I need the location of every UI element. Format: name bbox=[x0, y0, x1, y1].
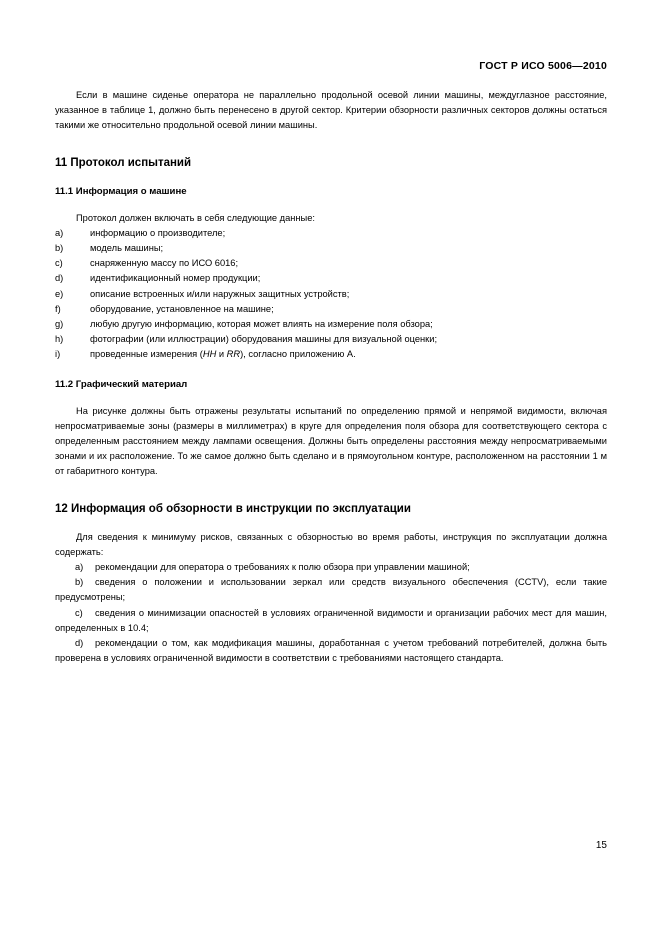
list-item bbox=[55, 241, 607, 256]
running-head: ГОСТ Р ИСО 5006—2010 bbox=[479, 60, 607, 72]
list-item bbox=[55, 256, 607, 271]
intro-paragraph: Если в машине сиденье оператора не параллельно продольной осевой линии машины, междуглазное расстояние, указанное в таблице 1, должно быть перенесено в другой сектор. Критерии обзорности различных секторов должны остаться такими же относительно продольной осевой линии машины. bbox=[55, 90, 607, 131]
list-item-text: оборудование, установленное на машине; bbox=[90, 303, 274, 314]
list-item-text: фотографии (или иллюстрации) оборудования машины для визуальной оценки; bbox=[90, 334, 438, 345]
list-item-text: снаряженную массу по ИСО 6016; bbox=[90, 258, 239, 269]
body-block bbox=[55, 88, 607, 666]
list-item-text: модель машины; bbox=[90, 243, 164, 254]
list-marker: b) bbox=[55, 243, 64, 254]
symbol-rr: RR bbox=[226, 349, 241, 360]
list-item bbox=[55, 606, 607, 636]
list-item-text: любую другую информацию, которая может влиять на измерение поля обзора; bbox=[90, 319, 433, 330]
spacer bbox=[55, 171, 607, 184]
list-item bbox=[55, 271, 607, 286]
list-marker: d) bbox=[55, 273, 64, 284]
list-marker: g) bbox=[55, 319, 64, 330]
list-item-text: сведения о минимизации опасностей в условиях ограниченной видимости и организации рабочих мест для машин, определенных в 10.4; bbox=[55, 607, 607, 633]
section-11-2-paragraph: На рисунке должны быть отражены результаты испытаний по определению прямой и непрямой видимости, включая непросматриваемые зоны (размеры в миллиметрах) в круге для определения поля обзора для соответствующего сектора с определенным расстоянием между лампами освещения. Должны быть определены расстояния между непросматриваемыми зонами и их расположение. То же самое должно быть сделано и в прямоугольном контуре, расположенном на расстоянии 1 м от габаритного контура. bbox=[55, 405, 607, 477]
list-item-text-after: ), согласно приложению А. bbox=[240, 349, 356, 360]
list-item bbox=[55, 560, 607, 575]
section-12-lead: Для сведения к минимуму рисков, связанных с обзорностью во время работы, инструкция по эксплуатации должна содержать: bbox=[55, 531, 607, 557]
list-marker: c) bbox=[75, 607, 83, 618]
list-item bbox=[55, 332, 607, 347]
spacer bbox=[55, 134, 607, 156]
list-marker: b) bbox=[75, 577, 84, 588]
spacer bbox=[55, 517, 607, 530]
section-12-list bbox=[55, 560, 607, 666]
list-marker: d) bbox=[75, 638, 84, 649]
list-item bbox=[55, 636, 607, 666]
list-item bbox=[55, 575, 607, 605]
list-marker: i) bbox=[55, 349, 61, 360]
list-item-text: информацию о производителе; bbox=[90, 227, 226, 238]
list-item-text-before: проведенные измерения ( bbox=[90, 349, 203, 360]
list-item-measurements bbox=[55, 347, 607, 362]
list-marker: h) bbox=[55, 334, 64, 345]
page-number: 15 bbox=[595, 840, 607, 851]
list-item-text: рекомендации о том, как модификация машины, доработанная с учетом требований потребителей, должна быть проверена в условиях ограниченной видимости в соответствии с требованиями настоящего стандарта. bbox=[55, 638, 607, 664]
section-11-1-lead: Протокол должен включать в себя следующие данные: bbox=[76, 212, 315, 223]
list-item bbox=[55, 287, 607, 302]
section-11-1-list bbox=[55, 226, 607, 363]
list-item bbox=[55, 226, 607, 241]
list-item-text: описание встроенных и/или наружных защитных устройств; bbox=[90, 288, 350, 299]
list-item-text: рекомендации для оператора о требованиях к полю обзора при управлении машиной; bbox=[95, 562, 470, 573]
spacer bbox=[55, 480, 607, 502]
spacer bbox=[55, 392, 607, 404]
spacer bbox=[55, 199, 607, 211]
list-item bbox=[55, 317, 607, 332]
list-item-text: сведения о положении и использовании зеркал или средств визуального обеспечения (CCTV), если такие предусмотрены; bbox=[55, 577, 607, 603]
list-marker: e) bbox=[55, 288, 64, 299]
spacer bbox=[55, 363, 607, 377]
list-item-text: идентификационный номер продукции; bbox=[90, 273, 261, 284]
section-12-heading: 12 Информация об обзорности в инструкции по эксплуатации bbox=[55, 502, 411, 515]
list-item-text-mid: и bbox=[216, 349, 227, 360]
list-item bbox=[55, 302, 607, 317]
section-11-1-heading: 11.1 Информация о машине bbox=[55, 185, 187, 197]
list-marker: a) bbox=[75, 562, 84, 573]
list-marker: c) bbox=[55, 258, 63, 269]
symbol-hh: HH bbox=[202, 349, 217, 360]
section-11-heading: 11 Протокол испытаний bbox=[55, 156, 192, 169]
section-11-2-heading: 11.2 Графический материал bbox=[55, 378, 188, 390]
list-marker: f) bbox=[55, 303, 61, 314]
list-marker: a) bbox=[55, 227, 64, 238]
